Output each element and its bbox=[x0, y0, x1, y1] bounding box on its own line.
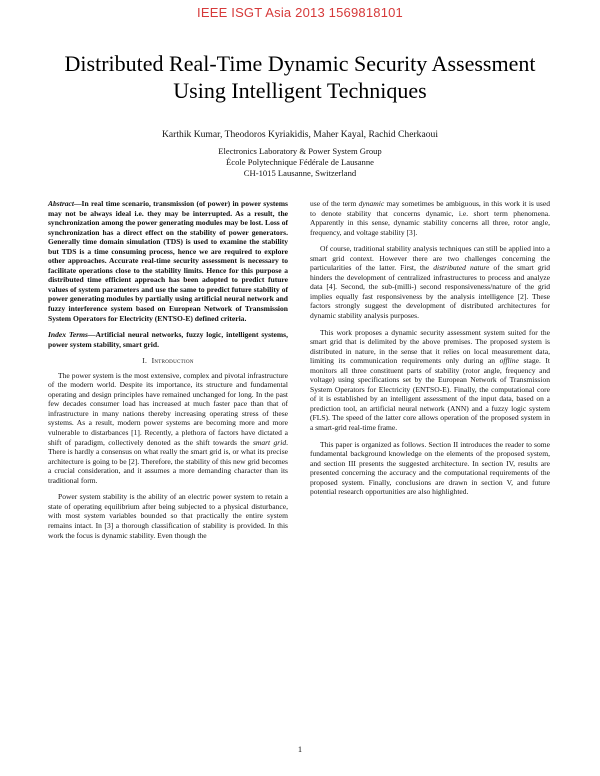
title-line-1: Distributed Real-Time Dynamic Security Assessment bbox=[64, 51, 536, 76]
emphasis-text: dynamic bbox=[358, 199, 385, 208]
paragraph-text: of the smart grid hinders the development of centralized infrastructures to process and analyze data [4]. Second, the sub-(milli-) second responsiveness/nature of the grid implies equally fast responsiveness by the analysis intelligence [2]. These factors strongly suggest the development of distributed architectures for dynamic stability analysis purposes. bbox=[310, 263, 551, 321]
right-column bbox=[310, 199, 550, 504]
affiliation-line-1: Electronics Laboratory & Power System Group bbox=[218, 146, 382, 156]
emphasis-text: distributed nature bbox=[433, 263, 490, 273]
right-paragraph-4: This paper is organized as follows. Section II introduces the reader to some fundamental background knowledge on the elements of the proposed system, and section III presents the suggested architecture. In section IV, results are presented concerning the accuracy and the computational requirements of the proposed system. Finally, conclusions are drawn in section V, and future potential research opportunities are also highlighted. bbox=[310, 439, 550, 497]
author-list: Karthik Kumar, Theodoros Kyriakidis, Maher Kayal, Rachid Cherkaoui bbox=[162, 129, 438, 140]
paragraph-text: Of course, traditional stability analysis techniques can still be applied into a smart grid context. However there are two challenges concerning the particularities of the latter. First, the bbox=[310, 244, 550, 273]
section-number: I. bbox=[142, 356, 148, 366]
abstract bbox=[48, 199, 288, 323]
paragraph-text: This work proposes a dynamic security assessment system suited for the smart grid that is delimited by the above premises. The proposed system is distributed in nature, in the sense that it relies on local measurement data, limiting its communication requirements only during an bbox=[310, 327, 550, 366]
emphasis-text: smart grid bbox=[252, 437, 287, 447]
index-terms-label: Index Terms bbox=[48, 330, 88, 340]
right-paragraph-1 bbox=[310, 199, 550, 237]
paragraph-text: may sometimes be ambiguous, in this work it is used to denote stability that concerns dynamic, i.e. short term phenomena. Apparently in this sense, dynamic stability concerns all three, rotor angle, frequency, and voltage stability [3]. bbox=[310, 199, 550, 237]
page-number: 1 bbox=[297, 744, 303, 754]
paragraph-text: use of the term bbox=[310, 199, 359, 208]
abstract-label: Abstract bbox=[48, 199, 74, 208]
affiliation-block bbox=[20, 146, 580, 180]
emphasis-text: offline bbox=[499, 356, 519, 366]
index-terms-text: —Artificial neural networks, fuzzy logic, intelligent systems, power system stability, smart grid. bbox=[48, 330, 288, 349]
affiliation-line-3: CH-1015 Lausanne, Switzerland bbox=[243, 168, 357, 179]
paragraph-text: stage. It monitors all three constituent parts of stability (rotor angle, frequency and voltage) using specifications set by the European Network of Transmission System Operators for Electricity (ENTSO-E). Finally, the computational core of it is established by an intelligent assessment of the input data, based on a prediction tool, an artificial neural network (ANN) and a fuzzy logic system (FLS). The speed of the latter core allows operation of the proposed system in a smart-grid real-time frame. bbox=[310, 356, 551, 433]
paragraph-text: . There is hardly a consensus on what really the smart grid is, or what its precise architecture is going to be [2]. Therefore, the stability of this new grid becomes a crucial consideration, and it assumes a more demanding character than its traditional form. bbox=[48, 437, 288, 485]
index-terms bbox=[48, 330, 288, 349]
affiliation-line-2: École Polytechnique Fédérale de Lausanne bbox=[226, 157, 374, 168]
intro-paragraph-2: Power system stability is the ability of an electric power system to retain a state of operating equilibrium after being subjected to a physical disturbance, with most system variables bounded so that practically the entire system remains intact. In [3] a thorough classification of stability is provided. In this work the focus is dynamic stability. Even though the bbox=[48, 492, 288, 540]
paragraph-text: The power system is the most extensive, complex and pivotal infrastructure of the modern world. Despite its importance, its structure and fundamental operating and design principles have remained unchanged for long. In the past few decades consumer load has increased at much faster pace than that of infrastructure in many nations thereby increasing operating stress of these systems. As a result, modern power systems are becoming more and more vulnerable to distarbances [1]. Recently, a plethora of factors have dictated a shift of paradigm, collectively denoted as the shift towards the bbox=[48, 370, 288, 447]
section-title: Introduction bbox=[151, 356, 194, 366]
left-column bbox=[48, 199, 288, 547]
section-heading-introduction bbox=[48, 356, 288, 366]
right-paragraph-2 bbox=[310, 244, 550, 320]
title-line-2: Using Intelligent Techniques bbox=[173, 78, 427, 103]
intro-paragraph-1 bbox=[48, 371, 288, 486]
paper-title bbox=[20, 50, 580, 104]
abstract-text: —In real time scenario, transmission (of power) in power systems may not be always ideal i.e. they may be interrupted. As a result, the synchronization among the power generating modules may be lost. Loss of synchronization has a direct effect on the stability of power generators. Generally time domain simulation (TDS) is used to examine the stability but TDS is a time consuming process, hence we are required to explore other approaches. Accurate real-time security assessment is necessary to facilitate operations close to the stability limits. Hence for this purpose a distributed time efficient approach has been adopted to predict future values of system parameters and use the same to predict future stability of power generating modules by partially using artificial neural network and fuzzy interference system based on European Network of Transmission System Operators for Electricity (ENTSO-E) defined criteria. bbox=[48, 199, 288, 323]
conference-watermark: IEEE ISGT Asia 2013 1569818101 bbox=[197, 5, 403, 20]
right-paragraph-3 bbox=[310, 328, 550, 433]
